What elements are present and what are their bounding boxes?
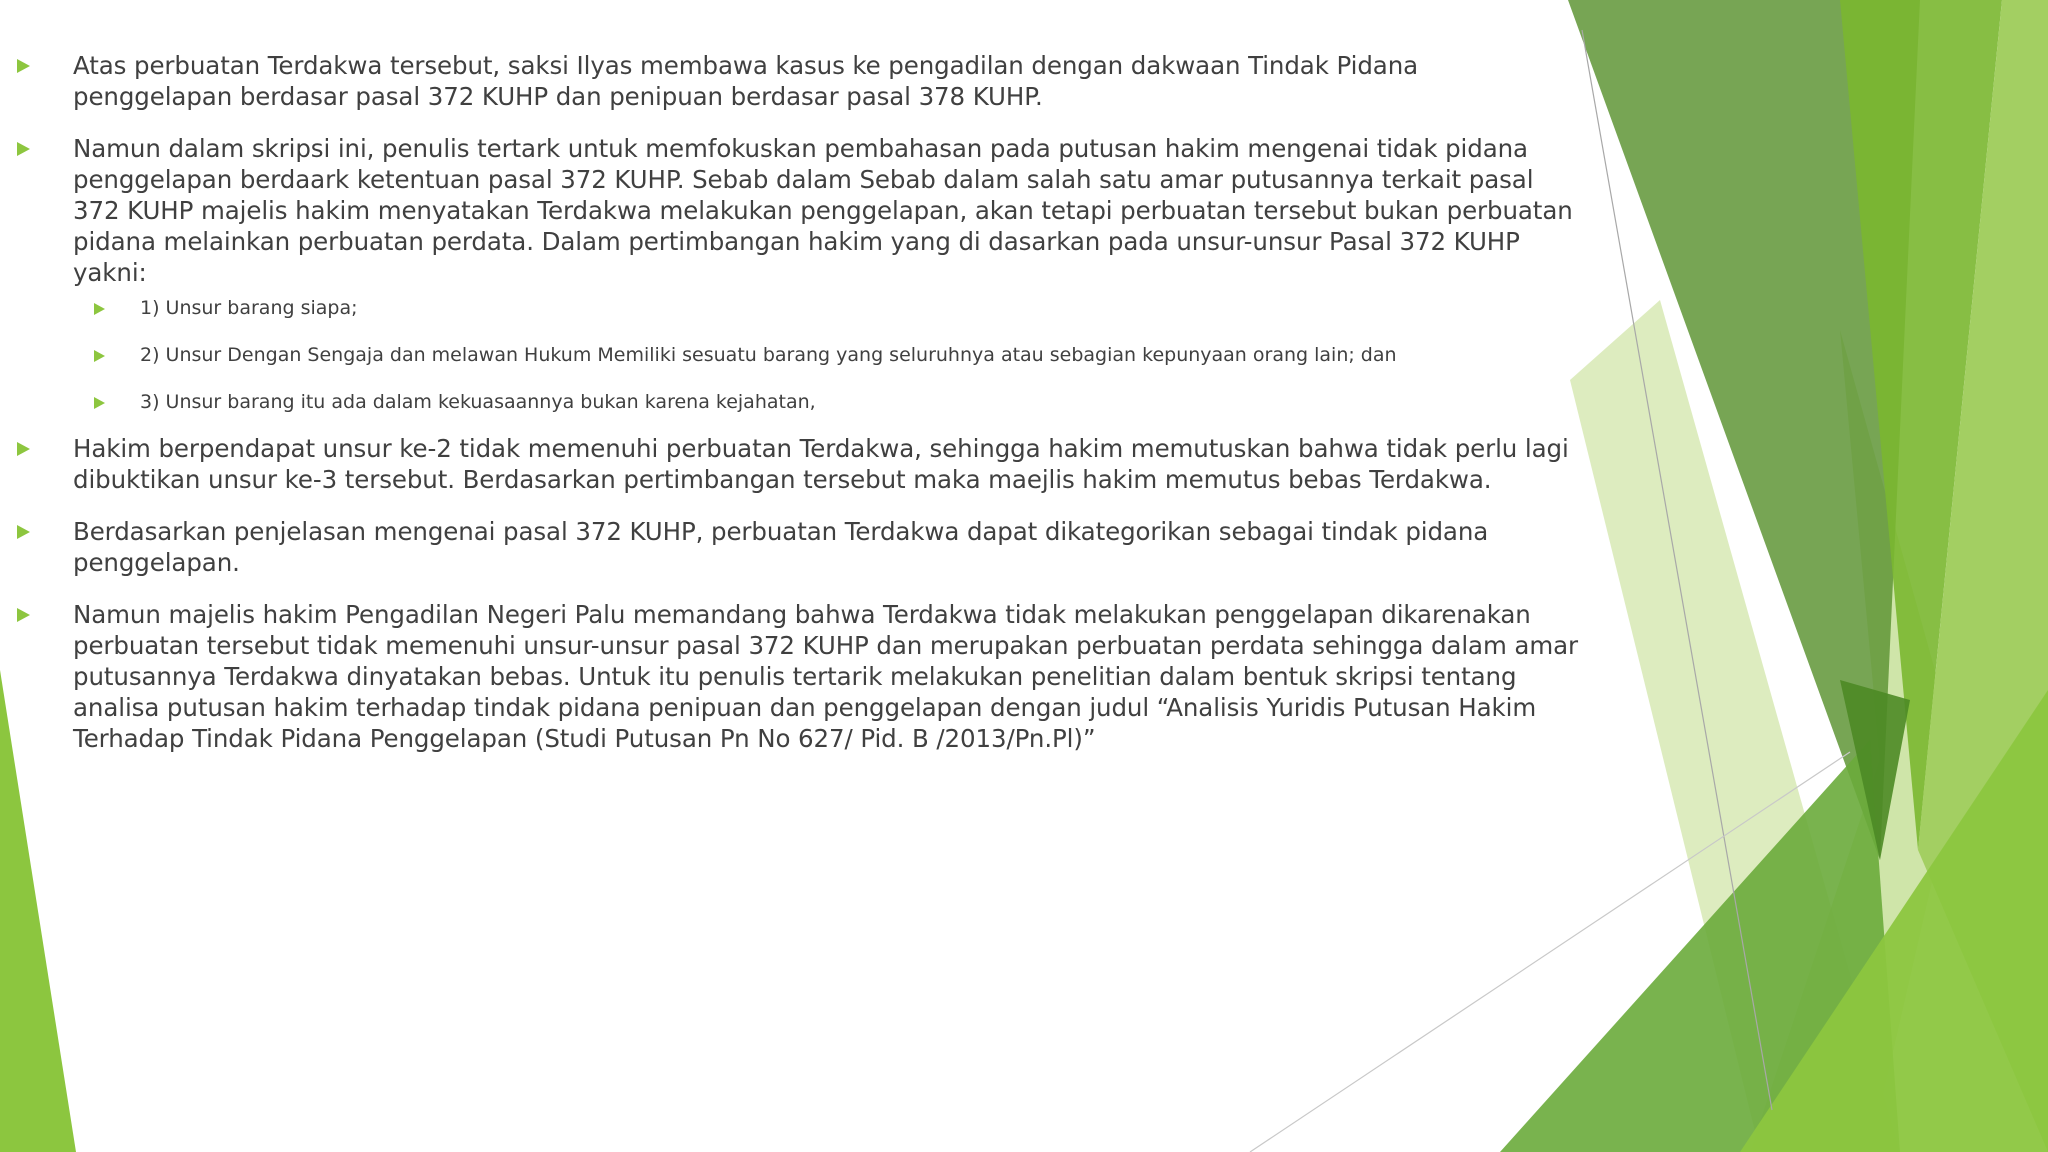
slide-content [0,50,1580,775]
triangle-bullet-icon [17,142,30,156]
bullet-text: Namun majelis hakim Pengadilan Negeri Palu memandang bahwa Terdakwa tidak melakukan penggelapan dikarenakan perbuatan tersebut tidak memenuhi unsur-unsur pasal 372 KUHP dan merupakan perbuatan perdata sehingga dalam amar putusannya Terdakwa dinyatakan bebas. Untuk itu penulis tertarik melakukan penelitian dalam bentuk skripsi tentang analisa putusan hakim terhadap tindak pidana penipuan dan penggelapan dengan judul “Analisis Yuridis Putusan Hakim Terhadap Tindak Pidana Penggelapan (Studi Putusan Pn No 627/ Pid. B /2013/Pn.Pl)” [73,600,1578,753]
sub-bullet-text: 1) Unsur barang siapa; [140,297,358,319]
triangle-bullet-icon [17,442,30,456]
bullet-text: Hakim berpendapat unsur ke-2 tidak memenuhi perbuatan Terdakwa, sehingga hakim memutuskan bahwa tidak perlu lagi dibuktikan unsur ke-3 tersebut. Berdasarkan pertimbangan tersebut maka maejlis hakim memutus bebas Terdakwa. [73,434,1569,494]
triangle-bullet-icon [94,397,105,409]
bullet-3 [0,433,1580,495]
bullet-text: Namun dalam skripsi ini, penulis tertark untuk memfokuskan pembahasan pada putusan hakim mengenai tidak pidana penggelapan berdaark ketentuan pasal 372 KUHP. Sebab dalam Sebab dalam salah satu amar putusannya terkait pasal 372 KUHP majelis hakim menyatakan Terdakwa melakukan penggelapan, akan tetapi perbuatan tersebut bukan perbuatan pidana melainkan perbuatan perdata. Dalam pertimbangan hakim yang di dasarkan pada unsur-unsur Pasal 372 KUHP yakni: [73,134,1573,287]
sub-bullet-2 [0,343,1580,368]
sub-bullet-text: 3) Unsur barang itu ada dalam kekuasaannya bukan karena kejahatan, [140,391,816,413]
bullet-4 [0,516,1580,578]
bullet-2 [0,133,1580,288]
bullet-text: Berdasarkan penjelasan mengenai pasal 372 KUHP, perbuatan Terdakwa dapat dikategorikan sebagai tindak pidana penggelapan. [73,517,1489,577]
triangle-bullet-icon [94,303,105,315]
bullet-text: Atas perbuatan Terdakwa tersebut, saksi Ilyas membawa kasus ke pengadilan dengan dakwaan Tindak Pidana penggelapan berdasar pasal 372 KUHP dan penipuan berdasar pasal 378 KUHP. [73,51,1419,111]
triangle-bullet-icon [94,350,105,362]
sub-bullet-1 [0,296,1580,321]
sub-bullet-text: 2) Unsur Dengan Sengaja dan melawan Hukum Memiliki sesuatu barang yang seluruhnya atau sebagian kepunyaan orang lain; dan [140,344,1397,366]
triangle-bullet-icon [17,608,30,622]
triangle-bullet-icon [17,59,30,73]
bullet-1 [0,50,1580,112]
sub-bullet-3 [0,390,1580,415]
bullet-5 [0,599,1580,754]
triangle-bullet-icon [17,525,30,539]
sub-bullet-list [0,296,1580,415]
